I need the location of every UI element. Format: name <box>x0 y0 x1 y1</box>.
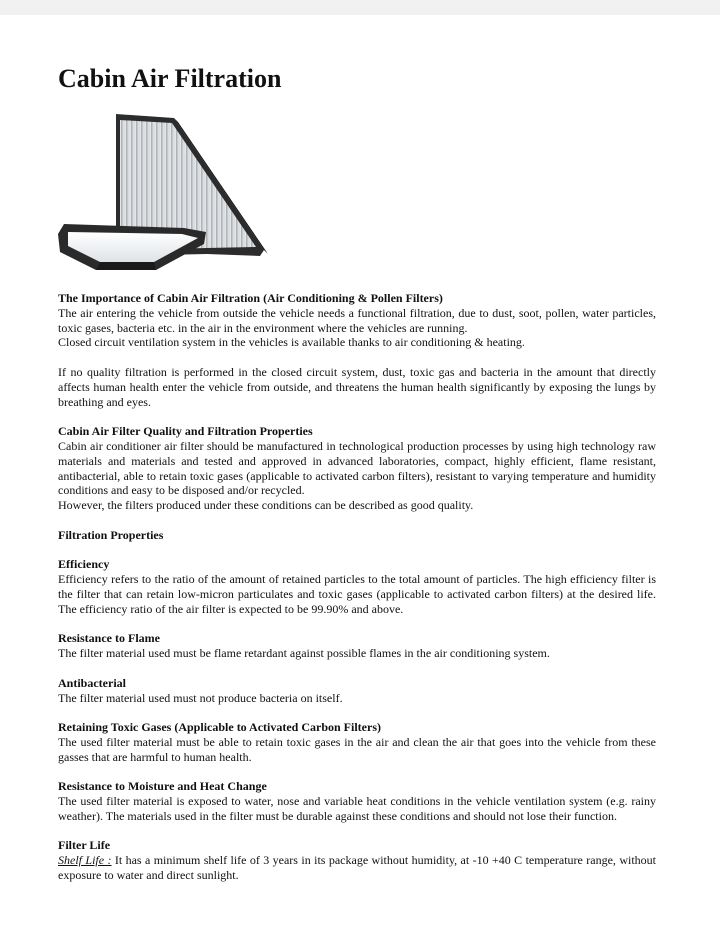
cabin-air-filter-photo <box>56 104 270 280</box>
subsection-heading: Filter Life <box>58 838 111 853</box>
paragraph: If no quality filtration is performed in the closed circuit system, dust, toxic gas and bacteria in the amount that directly affects human health enter the vehicle from outside, and threatens the human health significantly by exposing the lungs by breathing and eyes. <box>58 364 656 409</box>
article-body <box>58 291 656 883</box>
subsection-heading: Resistance to Flame <box>58 631 160 646</box>
shelf-life-label: Shelf Life : <box>58 853 112 868</box>
paragraph: Closed circuit ventilation system in the vehicles is available thanks to air conditioning & heating. <box>58 335 525 350</box>
page-title: Cabin Air Filtration <box>58 64 282 93</box>
paragraph: Efficiency refers to the ratio of the amount of retained particles to the total amount of particles. The high efficiency filter is the filter that can retain low-micron particulates and toxic gases (applicable to activated carbon filters) at the desired life. The efficiency ratio of the air filter is expected to be 99.90% and above. <box>58 572 656 616</box>
paragraph: The used filter material must be able to retain toxic gases in the air and clean the air that goes into the vehicle from these gasses that are harmful to human health. <box>58 734 656 764</box>
paragraph: The used filter material is exposed to water, nose and variable heat conditions in the vehicle ventilation system (e.g. rainy weather). The materials used in the filter must be durable against these conditions and should not lose their function. <box>58 794 656 823</box>
subsection-heading: Efficiency <box>58 557 110 572</box>
paragraph: The air entering the vehicle from outside the vehicle needs a functional filtration, due to dust, soot, pollen, water particles, toxic gases, bacteria etc. in the air in the environment where the vehicles are running. <box>58 305 656 335</box>
section-heading: The Importance of Cabin Air Filtration (Air Conditioning & Pollen Filters) <box>58 291 443 305</box>
paragraph: The filter material used must be flame retardant against possible flames in the air conditioning system. <box>58 646 550 661</box>
subsection-heading: Antibacterial <box>58 675 126 690</box>
paragraph: However, the filters produced under these conditions can be described as good quality. <box>58 498 474 513</box>
subsection-heading: Resistance to Moisture and Heat Change <box>58 779 267 794</box>
top-bar <box>0 0 720 15</box>
paragraph: The filter material used must not produce bacteria on itself. <box>58 690 343 705</box>
section-heading: Cabin Air Filter Quality and Filtration Properties <box>58 424 313 439</box>
shelf-life-text: It has a minimum shelf life of 3 years in its package without humidity, at -10 +40 C temperature range, without exposure to water and direct sunlight. <box>58 853 656 883</box>
subsection-heading: Retaining Toxic Gases (Applicable to Activated Carbon Filters) <box>58 720 381 735</box>
paragraph <box>58 853 656 883</box>
section-heading: Filtration Properties <box>58 527 164 542</box>
paragraph: Cabin air conditioner air filter should be manufactured in technological production processes by using high technology raw materials and materials and tested and approved in advanced laboratories, compact, highly efficient, flame resistant, antibacterial, able to retain toxic gases (applicable to activated carbon filters), resistant to varying temperature and humidity conditions and easy to be disposed and/or recycled. <box>58 438 656 498</box>
